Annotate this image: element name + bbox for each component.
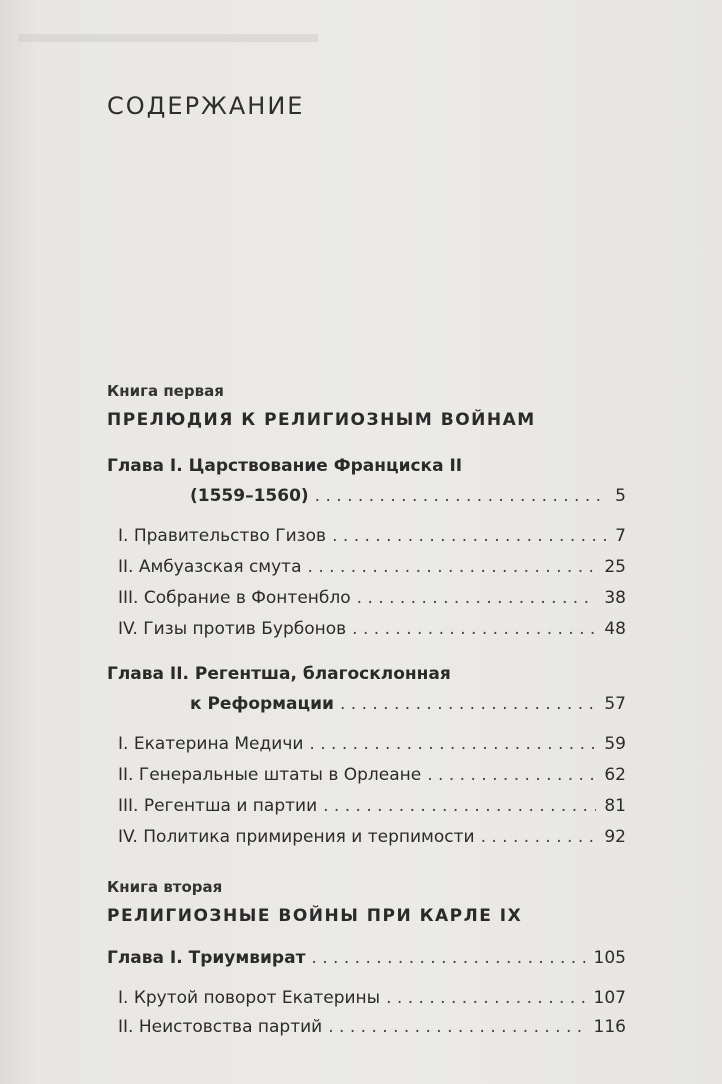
dot-leader — [332, 526, 607, 546]
page-number: 38 — [604, 588, 626, 608]
page-number: 107 — [593, 988, 626, 1008]
toc-entry-section[interactable] — [118, 734, 626, 754]
section-label: I. Екатерина Медичи — [118, 734, 304, 754]
section-label: III. Собрание в Фонтенбло — [118, 588, 351, 608]
page-number: 59 — [604, 734, 626, 754]
toc-entry-section[interactable] — [118, 796, 626, 816]
dot-leader — [311, 948, 585, 968]
section-label: IV. Политика примирения и терпимости — [118, 827, 475, 847]
toc-entry-chapter-1[interactable] — [190, 486, 626, 506]
book-two-label: Книга вторая — [107, 878, 223, 896]
chapter-1-heading-cont: (1559–1560) — [190, 486, 309, 506]
dot-leader — [357, 588, 597, 608]
page-number: 7 — [615, 526, 626, 546]
toc-entry-section[interactable] — [118, 619, 626, 639]
chapter-2-heading-cont: к Реформации — [190, 694, 334, 714]
dot-leader — [323, 796, 596, 816]
section-label: II. Генеральные штаты в Орлеане — [118, 765, 422, 785]
book-one-label: Книга первая — [107, 382, 224, 400]
bleed-through-header — [18, 34, 318, 42]
toc-entry-section[interactable] — [118, 588, 626, 608]
page-number: 57 — [604, 694, 626, 714]
dot-leader — [309, 734, 596, 754]
toc-entry-section[interactable] — [118, 557, 626, 577]
dot-leader — [308, 557, 597, 577]
toc-entry-section[interactable] — [118, 827, 626, 847]
dot-leader — [427, 765, 596, 785]
chapter-2-heading: Глава II. Регентша, благосклонная — [107, 664, 451, 684]
page-number: 116 — [593, 1017, 626, 1037]
page-number: 5 — [615, 486, 626, 506]
page-title: СОДЕРЖАНИЕ — [107, 92, 305, 120]
chapter-heading: Глава I. Триумвират — [107, 948, 306, 968]
page-number: 81 — [604, 796, 626, 816]
toc-entry-book2-chapter-1[interactable] — [107, 948, 626, 968]
toc-entry-section[interactable] — [118, 765, 626, 785]
section-label: I. Правительство Гизов — [118, 526, 327, 546]
page-number: 25 — [604, 557, 626, 577]
page-number: 48 — [604, 619, 626, 639]
dot-leader — [340, 694, 596, 714]
page-number: 105 — [593, 948, 626, 968]
dot-leader — [386, 988, 585, 1008]
chapter-1-heading: Глава I. Царствование Франциска II — [107, 456, 463, 476]
section-label: II. Амбуазская смута — [118, 557, 302, 577]
section-label: I. Крутой поворот Екатерины — [118, 988, 381, 1008]
page-number: 62 — [604, 765, 626, 785]
dot-leader — [315, 486, 608, 506]
page-number: 92 — [604, 827, 626, 847]
book-two-title: РЕЛИГИОЗНЫЕ ВОЙНЫ ПРИ КАРЛЕ IX — [107, 906, 523, 926]
section-label: IV. Гизы против Бурбонов — [118, 619, 347, 639]
dot-leader — [481, 827, 597, 847]
section-label: III. Регентша и партии — [118, 796, 318, 816]
dot-leader — [328, 1017, 585, 1037]
toc-entry-section[interactable] — [118, 988, 626, 1008]
toc-entry-section[interactable] — [118, 526, 626, 546]
book-one-title: ПРЕЛЮДИЯ К РЕЛИГИОЗНЫМ ВОЙНАМ — [107, 410, 536, 430]
toc-entry-chapter-2[interactable] — [190, 694, 626, 714]
section-label: II. Неистовства партий — [118, 1017, 323, 1037]
dot-leader — [352, 619, 596, 639]
toc-entry-section[interactable] — [118, 1017, 626, 1037]
